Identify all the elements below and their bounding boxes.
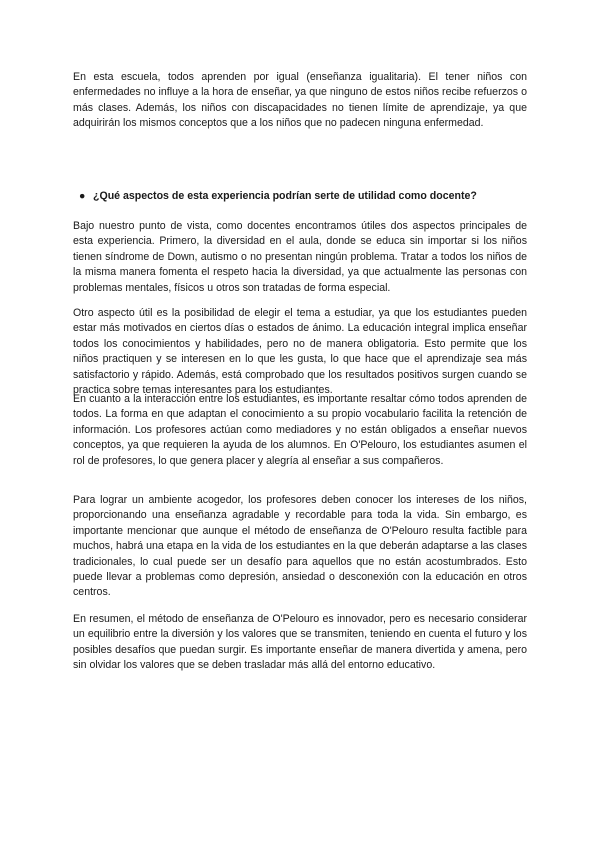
bullet-icon: ● [79,190,86,202]
paragraph-equal-learning: En esta escuela, todos aprenden por igual (enseñanza igualitaria). El tener niños con enfermedades no influye a la hora de enseñar, ya que ninguno de estos niños recibe refuerzos o más clases. Además, los niños con discapacidades no tienen límite de aprendizaje, ya que adquirirán los mismos conceptos que a los niños que no padecen ninguna enfermedad. [73,71,527,130]
paragraph-summary: En resumen, el método de enseñanza de O'Pelouro es innovador, pero es necesario considerar un equilibrio entre la diversión y los valores que se transmiten, teniendo en cuenta el futuro y los posibles desafíos que puedan surgir. Es importante enseñar de manera divertida y amena, pero sin olvidar los valores que se deben trasladar más allá del entorno educativo. [73,613,527,672]
section-heading [79,189,533,204]
paragraph-topic-choice: Otro aspecto útil es la posibilidad de elegir el tema a estudiar, ya que los estudiantes pueden estar más motivados en ciertos días o estados de ánimo. La educación integral implica enseñar todos los conocimientos y habilidades, pero no de manera obligatoria. Esto permite que los niños practiquen y se interesen en lo que les gusta, lo que hace que el aprendizaje sea más satisfactorio y rápido. Además, está comprobado que los resultados positivos surgen cuando se practica sobre temas interesantes para los estudiantes. [73,307,527,397]
paragraph-diversity: Bajo nuestro punto de vista, como docentes encontramos útiles dos aspectos principales de esta experiencia. Primero, la diversidad en el aula, donde se educa sin importar si los niños tienen síndrome de Down, autismo o no presentan ningún problema. Tratar a todos los niños de la misma manera fomenta el respeto hacia la diversidad, ya que actualmente las personas con problemas mentales, físicos u otros son tratadas de forma especial. [73,220,527,294]
paragraph-environment: Para lograr un ambiente acogedor, los profesores deben conocer los intereses de los niños, proporcionando una enseñanza agradable y recordable para toda la vida. Sin embargo, es importante mencionar que aunque el método de enseñanza de O'Pelouro resulta factible para muchos, habrá una etapa en la vida de los estudiantes en la que deberán adaptarse a las clases tradicionales, lo cual puede ser un desafío para aquellos que no están acostumbrados. Esto puede llevar a problemas como depresión, ansiedad o desconexión con la educación en otros centros. [73,494,527,599]
paragraph-interaction: En cuanto a la interacción entre los estudiantes, es importante resaltar cómo todos aprenden de todos. La forma en que adaptan el conocimiento a su propio vocabulario facilita la retención de información. Los profesores actúan como mediadores y no están obligados a enseñar nuevos conceptos, ya que requieren la ayuda de los alumnos. En O'Pelouro, los estudiantes asumen el rol de profesores, lo que genera placer y alegría al enseñar a sus compañeros. [73,393,527,467]
heading-text: ¿Qué aspectos de esta experiencia podrían serte de utilidad como docente? [93,190,477,202]
